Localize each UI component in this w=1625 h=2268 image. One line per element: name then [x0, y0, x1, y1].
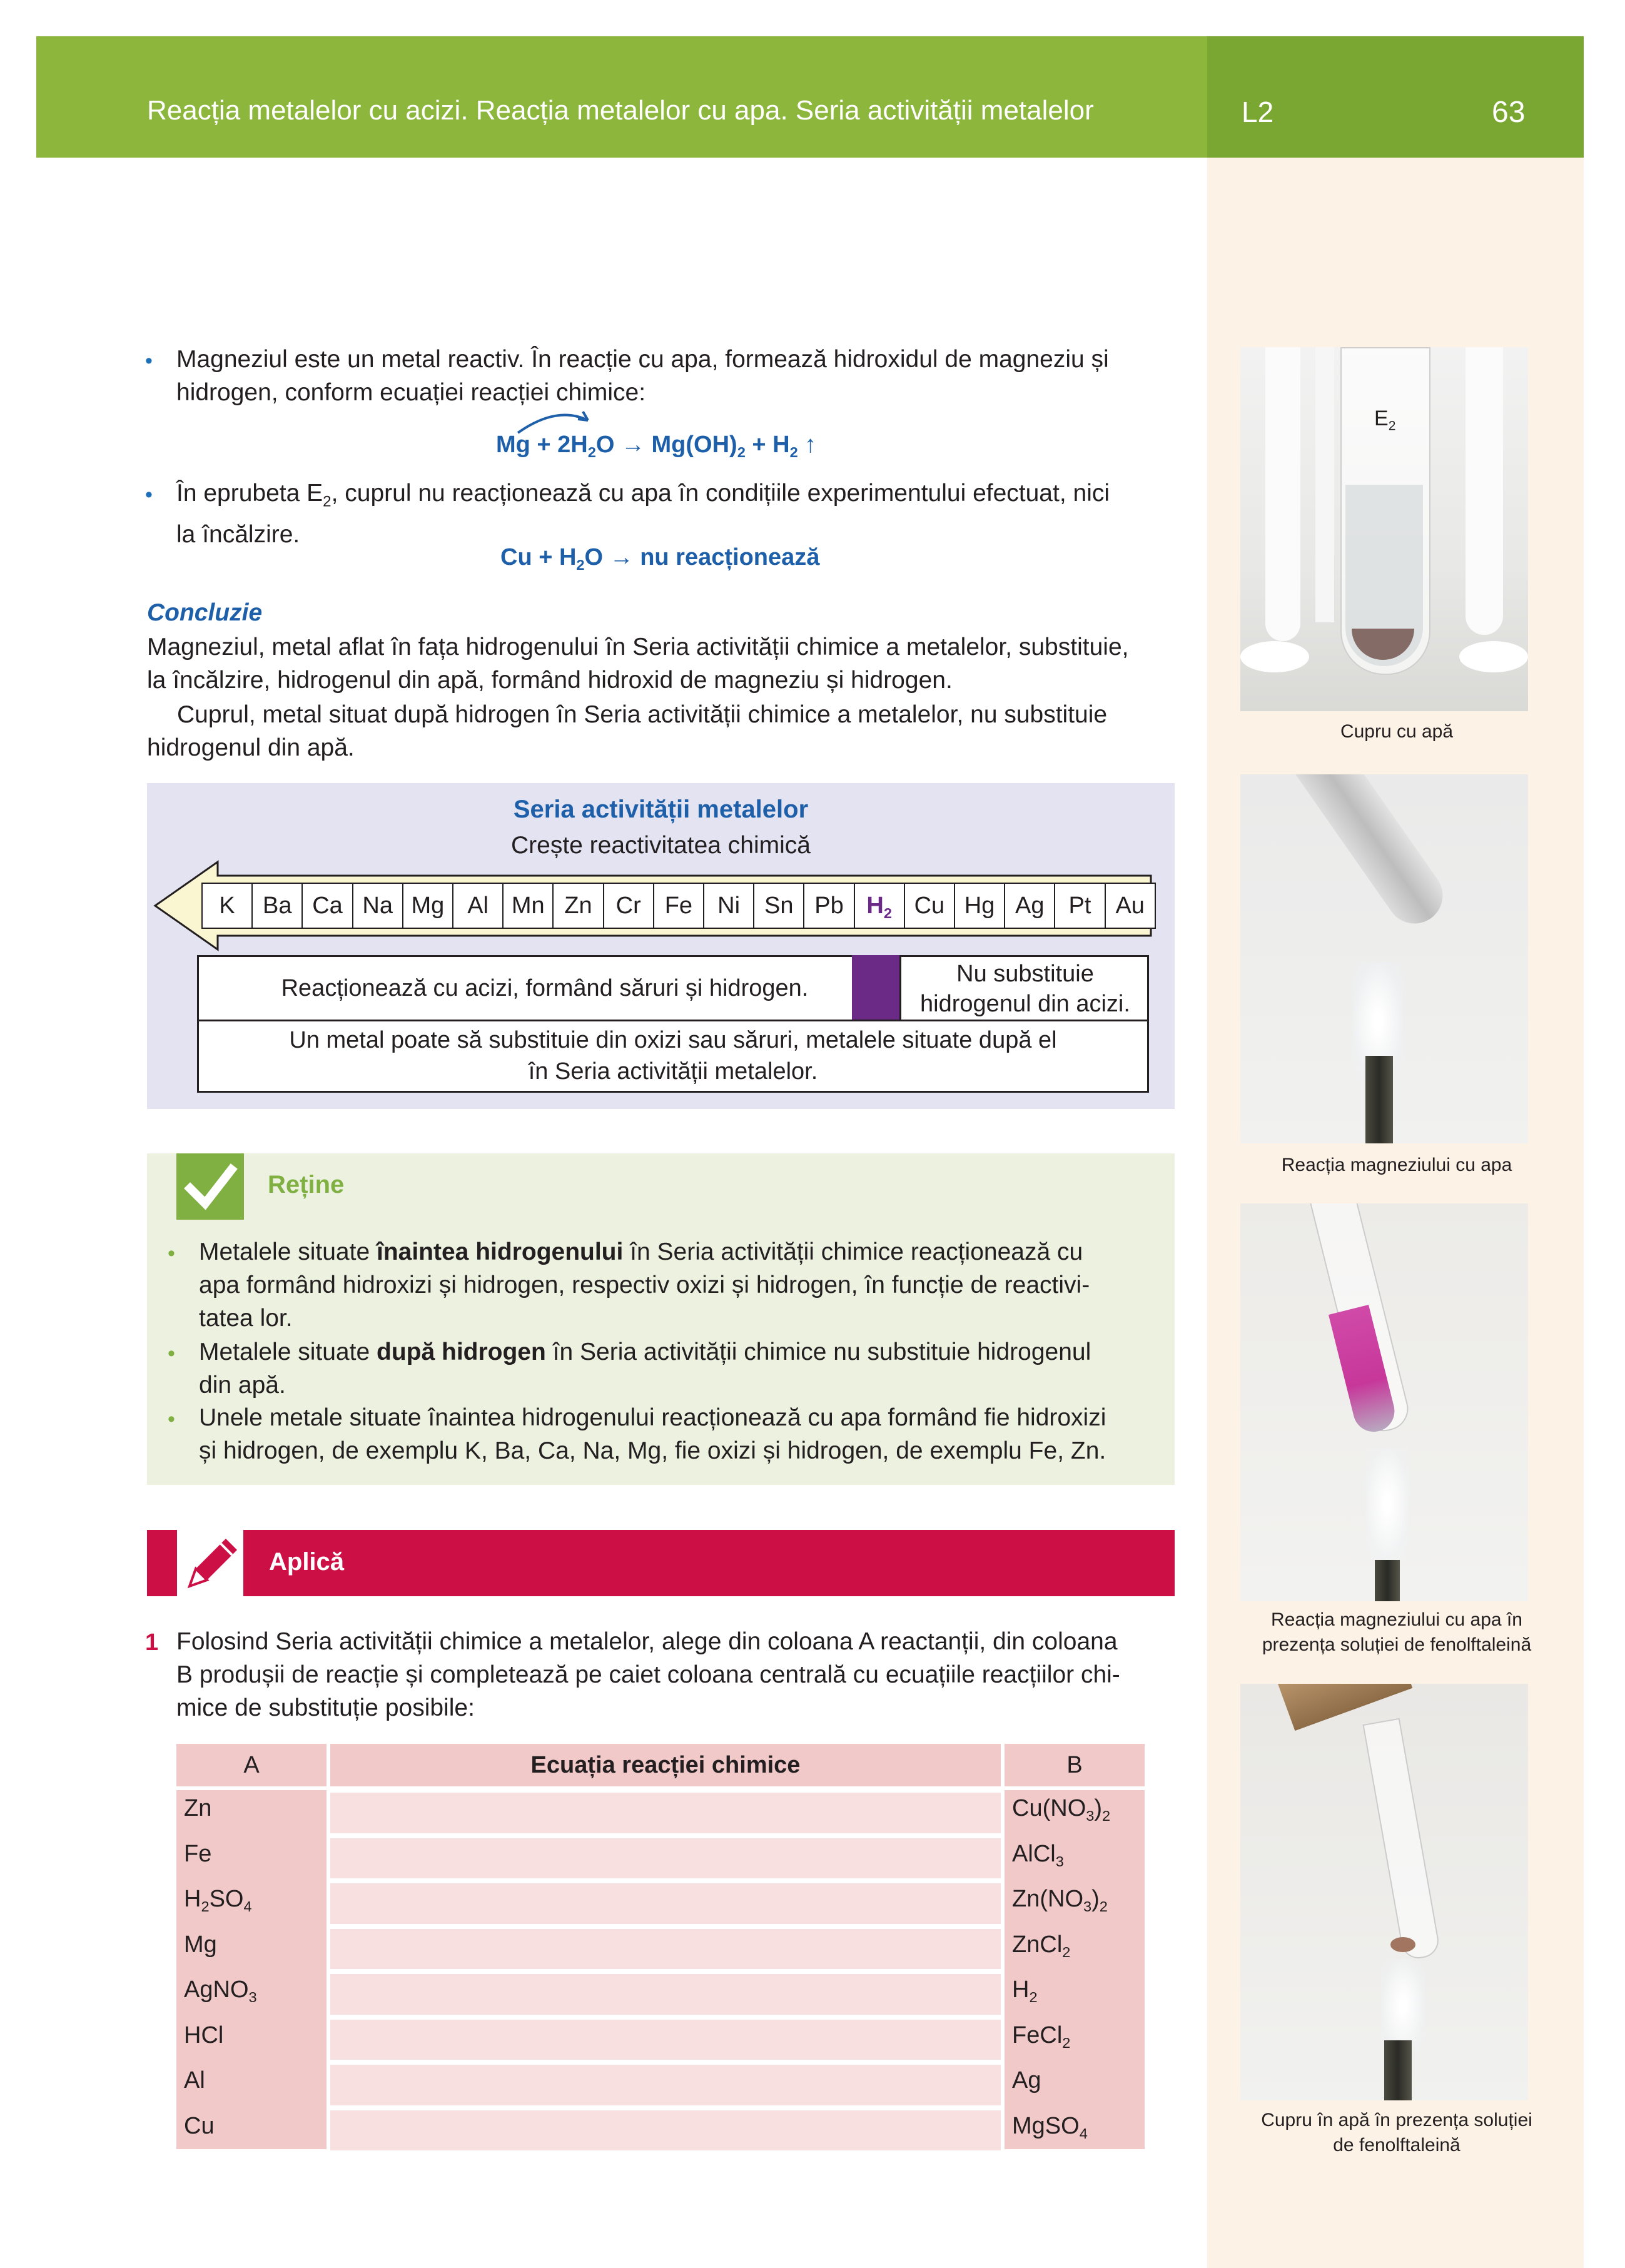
- metal-cell-cu: Cu: [904, 883, 955, 929]
- metal-cell-ni: Ni: [703, 883, 754, 929]
- metal-cell-mn: Mn: [502, 883, 554, 929]
- aplica-banner: [243, 1530, 1175, 1596]
- table-cell-b: $H_2$: [1012, 1977, 1038, 2006]
- legend-divider: [197, 1020, 1149, 1021]
- equation-blank-cell: [330, 2110, 1001, 2151]
- tube-label-e2: $E_2$: [1374, 407, 1396, 433]
- aplica-title: Aplică: [269, 1548, 345, 1576]
- figure-14-photo: [1240, 1203, 1528, 1601]
- equation-blank-cell: [330, 1838, 1001, 1879]
- figure-15-photo: [1240, 1684, 1528, 2100]
- series-subtitle: Crește reactivitatea chimică: [510, 832, 811, 859]
- equation-blank-cell: [330, 1929, 1001, 1970]
- column-a-header: A: [176, 1744, 327, 1786]
- figure-13-photo: [1240, 774, 1528, 1143]
- bullet-marker: •: [145, 483, 153, 507]
- figure-15-caption: Cupru în apă în prezența soluției de fenolftaleină: [1261, 2110, 1532, 2155]
- retine-bullet-1: Metalele situate înaintea hidrogenului în Seria activității chimice reacționează cu apa formând hidroxizi și hidrogen, respectiv oxizi și hidrogen, în funcție de reactivi- tatea lor.: [199, 1238, 1090, 1332]
- metal-cell-ag: Ag: [1004, 883, 1055, 929]
- metal-cell-fe: Fe: [653, 883, 704, 929]
- table-cell-a: Al: [184, 2067, 205, 2093]
- table-cell-b: Ag: [1012, 2067, 1041, 2093]
- hydrogen-marker: [852, 955, 899, 1021]
- retine-title: Reține: [268, 1171, 345, 1198]
- metal-cell-al: Al: [452, 883, 504, 929]
- intro-bullet-1: Magneziul este un metal reactiv. În reacție cu apa, formează hidroxidul de magneziu și hidrogen, conform ecuației reacției chimice:: [176, 346, 1109, 406]
- figure-12-photo: [1240, 347, 1528, 711]
- table-cell-a: Mg: [184, 1931, 217, 1958]
- equation-blank-cell: [330, 1974, 1001, 2015]
- table-cell-a: HCl: [184, 2022, 224, 2048]
- table-cell-b: FeCl$_2$: [1012, 2022, 1071, 2051]
- substitution-rule-label: Un metal poate să substituie din oxizi sau săruri, metalele situate după el în Seria activității metalelor.: [289, 1027, 1057, 1085]
- figure-14-caption: Reacția magneziului cu apa în prezența soluției de fenolftaleină: [1262, 1609, 1532, 1655]
- table-cell-a: AgNO$_3$: [184, 1977, 257, 2006]
- equation-blank-cell: [330, 2020, 1001, 2060]
- conclusion-paragraph-2: Cuprul, metal situat după hidrogen în Seria activității chimice a metalelor, nu substituie hidrogenul din apă.: [147, 701, 1108, 761]
- metal-cell-pt: Pt: [1054, 883, 1105, 929]
- metal-cell-k: K: [201, 883, 253, 929]
- table-cell-b: $Zn(NO_3)_2$: [1012, 1886, 1108, 1915]
- table-cell-b: MgSO$_4$: [1012, 2112, 1088, 2142]
- metal-cell-na: Na: [352, 883, 403, 929]
- reacts-with-acids-label: Reacționează cu acizi, formând săruri și hidrogen.: [281, 975, 809, 1001]
- exercise-number: 1: [145, 1629, 159, 1656]
- conclusion-paragraph-1: Magneziul, metal aflat în fața hidrogenului în Seria activității chimice a metalelor, substituie, la încălzire, hidrogenul din apă, formând hidroxid de magneziu și hidrogen.: [147, 634, 1129, 694]
- bullet-marker: •: [168, 1342, 175, 1365]
- table-cell-a: $H_2SO_4$: [184, 1886, 252, 1915]
- retine-bullet-3: Unele metale situate înaintea hidrogenului reacționează cu apa formând fie hidroxizi și hidrogen, de exemplu K, Ba, Ca, Na, Mg, fie oxizi și hidrogen, de exemplu Fe, Zn.: [199, 1404, 1106, 1464]
- metal-cell-sn: Sn: [753, 883, 804, 929]
- equation-column-header: Ecuația reacției chimice: [330, 1744, 1001, 1786]
- column-b-header: B: [1005, 1744, 1145, 1786]
- table-cell-b: $Cu(NO_3)_2$: [1012, 1795, 1111, 1825]
- aplica-accent-bar: [147, 1530, 177, 1596]
- metal-cell-pb: Pb: [803, 883, 854, 929]
- metal-cell-zn: Zn: [552, 883, 604, 929]
- conclusion-heading: Concluzie: [147, 599, 263, 626]
- equation-blank-cell: [330, 2065, 1001, 2105]
- lesson-label: L2: [1242, 96, 1274, 128]
- table-cell-b: AlCl$_3$: [1012, 1840, 1064, 1870]
- magnesium-water-equation: $Mg + 2H_2O \to Mg(OH)_2 + H_2$ ↑: [496, 432, 817, 461]
- metal-cell-ca: Ca: [301, 883, 353, 929]
- bullet-marker: •: [168, 1242, 175, 1265]
- metal-cell-au: Au: [1105, 883, 1156, 929]
- checkmark-icon: [176, 1153, 244, 1220]
- intro-bullet-2: În eprubeta $E_2$, cuprul nu reacționează cu apa în condițiile experimentului efectuat, nici la încălzire.: [176, 480, 1110, 549]
- metal-cell-h2: $H_2$: [854, 883, 905, 929]
- no-substitution-label: Nu substituie hidrogenul din acizi.: [899, 955, 1149, 1021]
- metal-cell-cr: Cr: [603, 883, 654, 929]
- table-cell-a: Fe: [184, 1840, 212, 1867]
- retine-bullet-2: Metalele situate după hidrogen în Seria activității chimice nu substituie hidrogenul din apă.: [199, 1339, 1091, 1399]
- figure-13-caption: Reacția magneziului cu apa: [1281, 1155, 1512, 1175]
- table-cell-b: ZnCl$_2$: [1012, 1931, 1071, 1960]
- equation-blank-cell: [330, 1883, 1001, 1924]
- table-cell-a: Cu: [184, 2112, 215, 2139]
- copper-water-equation: $Cu + H_2O$ → nu reacționează: [500, 544, 820, 574]
- metal-cell-mg: Mg: [402, 883, 453, 929]
- series-title: Seria activității metalelor: [513, 796, 809, 823]
- pencil-icon: [177, 1530, 243, 1596]
- bullet-marker: •: [145, 349, 153, 373]
- bullet-marker: •: [168, 1407, 175, 1431]
- exercise-text: Folosind Seria activității chimice a metalelor, alege din coloana A reactanții, din coloana B produșii de reacție și completează pe caiet coloana centrală cu ecuațiile reacțiilor chi- mice de substituție posibile:: [176, 1628, 1120, 1721]
- figure-12-caption: Cupru cu apă: [1340, 721, 1454, 742]
- page-number: 63: [1492, 96, 1526, 129]
- table-cell-a: Zn: [184, 1795, 212, 1821]
- metal-cell-hg: Hg: [954, 883, 1005, 929]
- metal-cell-ba: Ba: [251, 883, 303, 929]
- equation-blank-cell: [330, 1793, 1001, 1833]
- page-header-title: Reacția metalelor cu acizi. Reacția metalelor cu apa. Seria activității metalelor: [147, 95, 1094, 126]
